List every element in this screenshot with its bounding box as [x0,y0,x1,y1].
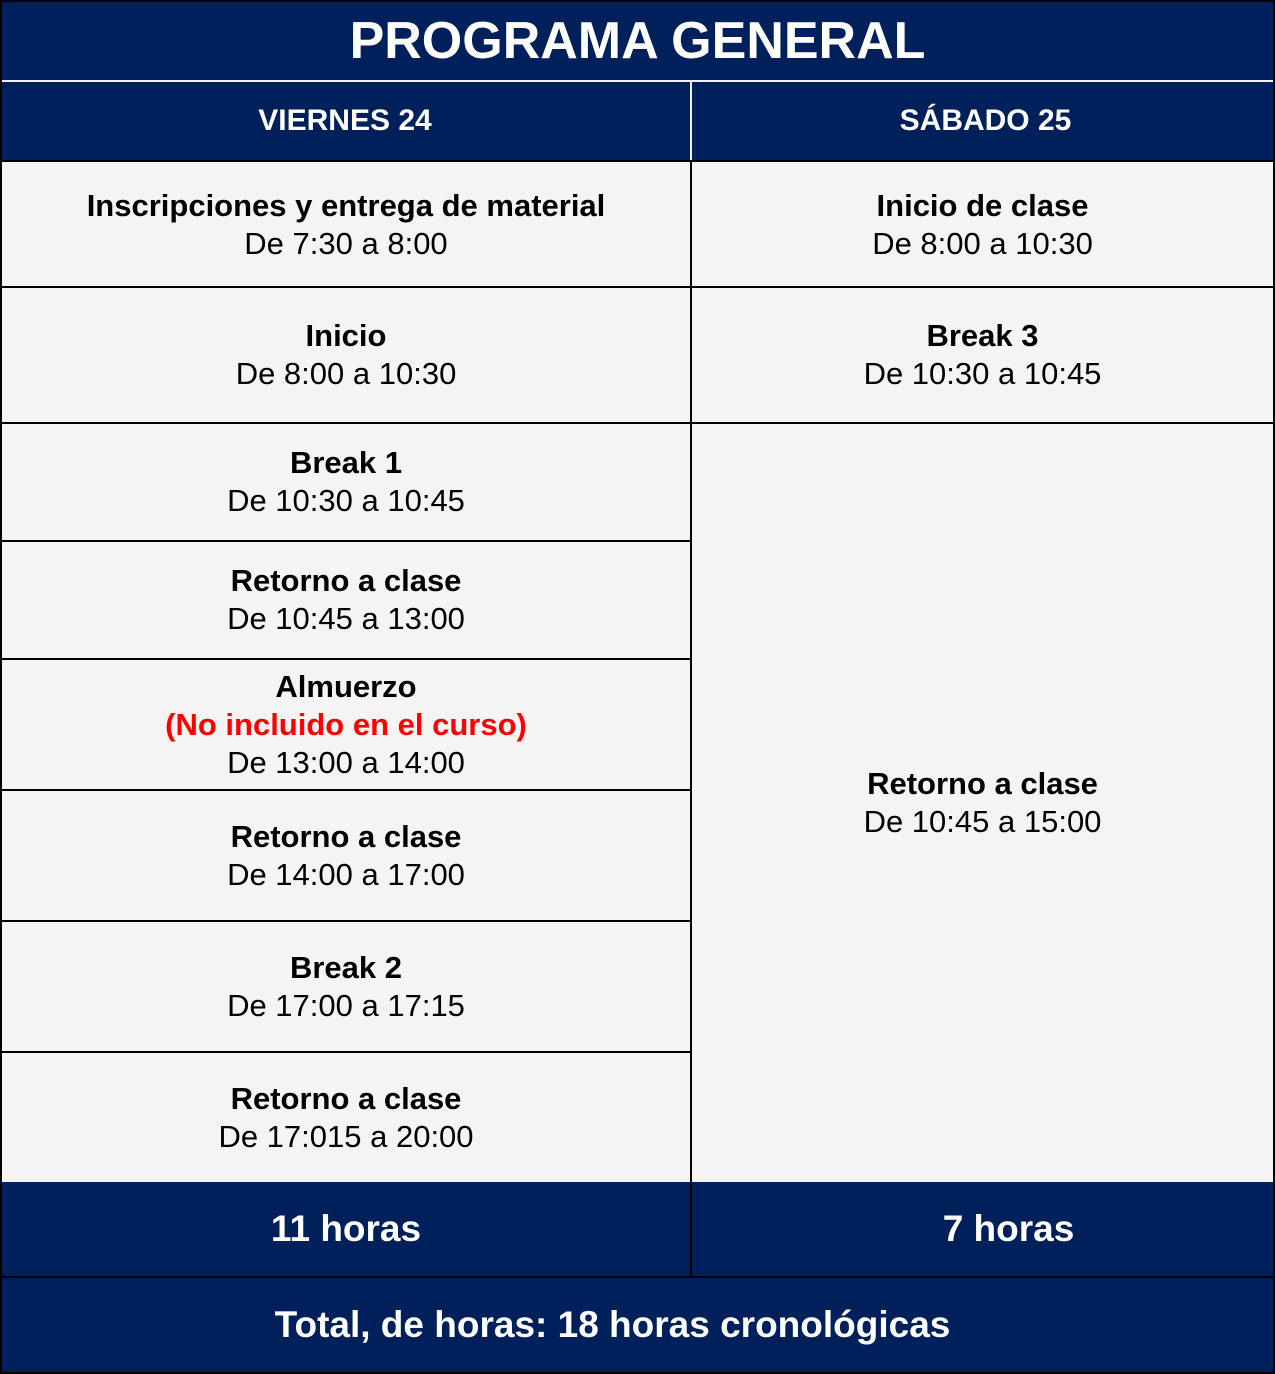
saturday-event [692,162,1273,286]
event-title: Inicio de clase [876,188,1089,223]
divider [2,286,1273,288]
event-title: Retorno a clase [230,563,462,598]
friday-event-lunch [2,660,690,789]
event-time: De 7:30 a 8:00 [244,226,448,261]
saturday-hours: 7 horas [692,1182,1273,1276]
divider [690,162,692,1182]
event-time: De 10:45 a 15:00 [863,804,1102,839]
event-time: De 14:00 a 17:00 [227,856,465,892]
day-header-saturday: SÁBADO 25 [692,82,1273,160]
event-time: De 13:00 a 14:00 [227,744,465,780]
event-title: Inicio [305,318,387,353]
divider [2,160,1273,162]
divider [2,540,690,542]
event-time: De 10:30 a 10:45 [863,356,1102,391]
event-title: Retorno a clase [230,818,462,854]
event-title: Inscripciones y entrega de material [86,188,606,223]
event-title: Retorno a clase [867,766,1098,801]
divider [2,920,690,922]
friday-event [2,922,690,1051]
event-time: De 10:30 a 10:45 [227,483,465,518]
divider [2,789,690,791]
event-title: Almuerzo [275,668,417,704]
divider [2,422,1273,424]
divider [690,1182,692,1276]
event-title: Retorno a clase [230,1080,462,1116]
event-time: De 8:00 a 10:30 [872,226,1093,261]
saturday-event [692,424,1273,1182]
friday-event [2,1053,690,1182]
event-time: De 10:45 a 13:00 [227,601,465,636]
friday-event [2,424,690,540]
divider [2,1051,690,1053]
event-title: Break 3 [926,318,1039,353]
divider [2,658,690,660]
friday-hours: 11 horas [2,1182,690,1276]
event-title: Break 1 [289,445,403,480]
day-header-friday: VIERNES 24 [2,82,690,160]
friday-event [2,162,690,286]
total-hours: Total, de horas: 18 horas cronológicas [2,1278,1273,1372]
event-time: De 17:015 a 20:00 [218,1118,474,1154]
event-time: De 17:00 a 17:15 [227,987,465,1023]
friday-event [2,288,690,422]
page-title: PROGRAMA GENERAL [2,2,1273,80]
event-title: Break 2 [289,949,403,985]
friday-event [2,542,690,658]
event-time: De 8:00 a 10:30 [235,356,457,391]
event-note: (No incluido en el curso) [165,706,527,742]
saturday-event [692,288,1273,422]
friday-event [2,791,690,920]
